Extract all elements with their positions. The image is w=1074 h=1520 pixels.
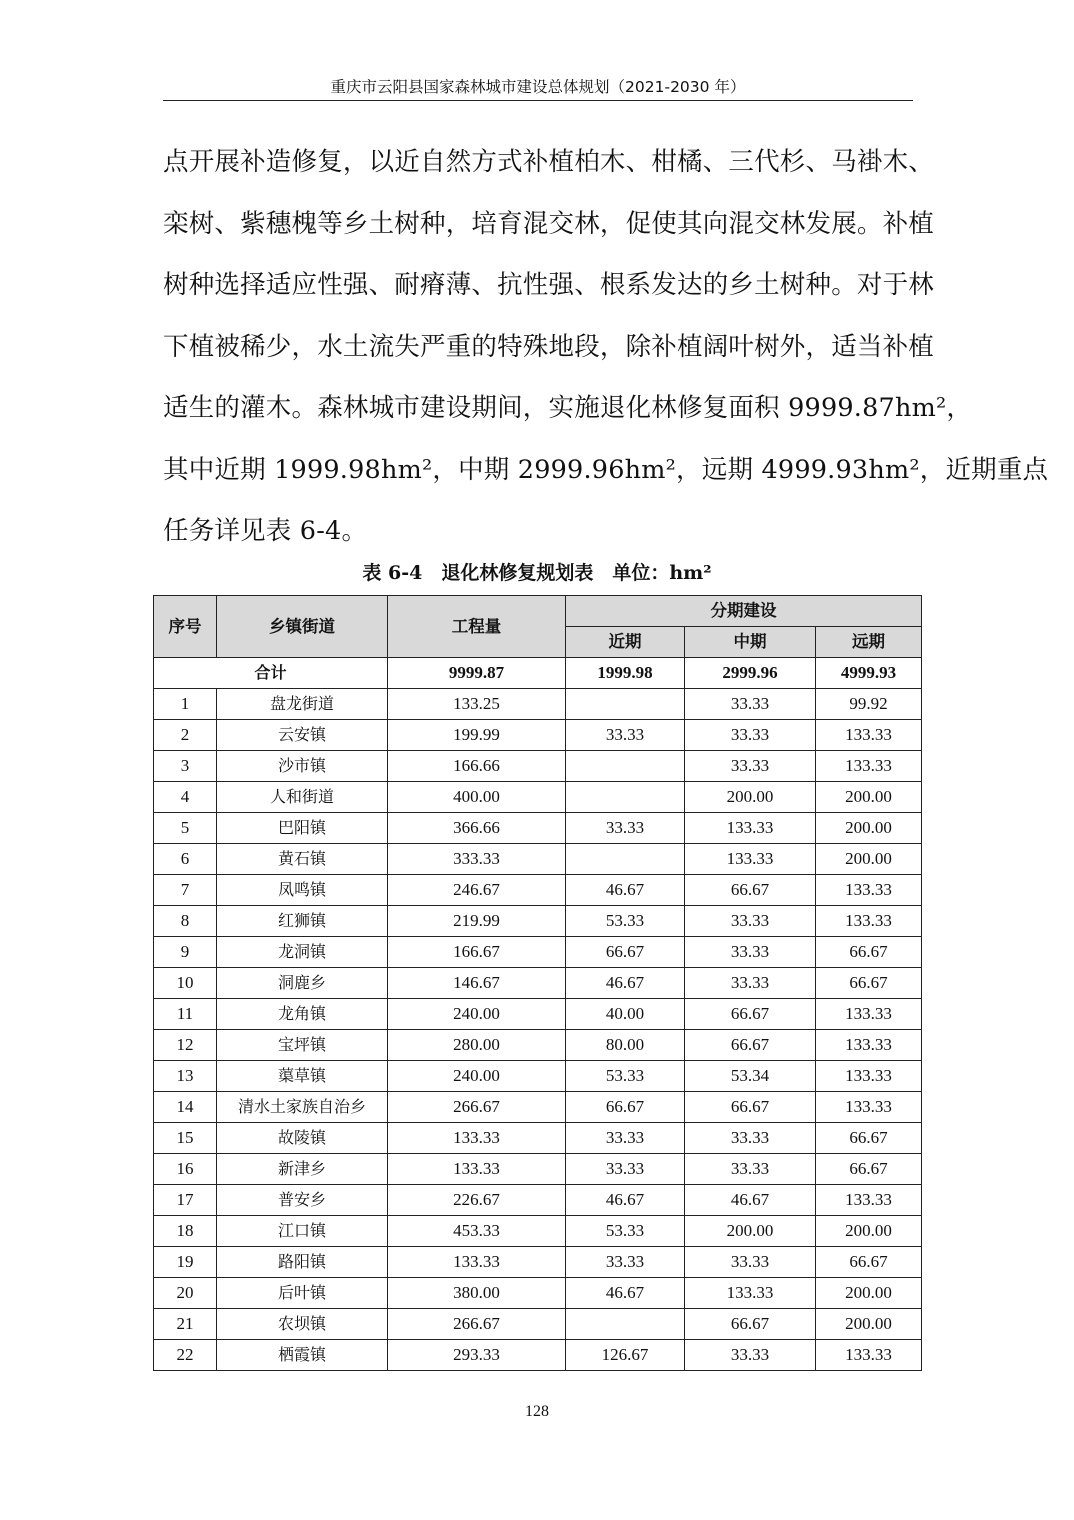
cell-index: 13 — [154, 1061, 217, 1092]
header-far: 远期 — [816, 627, 922, 658]
cell-near: 46.67 — [566, 968, 685, 999]
cell-total: 219.99 — [388, 906, 566, 937]
cell-mid: 66.67 — [685, 1092, 816, 1123]
body-line: 下植被稀少，水土流失严重的特殊地段，除补植阔叶树外，适当补植 — [163, 331, 935, 362]
cell-total: 166.66 — [388, 751, 566, 782]
cell-far: 133.33 — [816, 1092, 922, 1123]
cell-far: 66.67 — [816, 968, 922, 999]
table-row — [154, 906, 922, 937]
cell-index: 7 — [154, 875, 217, 906]
cell-near: 33.33 — [566, 1154, 685, 1185]
table-row — [154, 1278, 922, 1309]
cell-town: 巴阳镇 — [217, 813, 388, 844]
cell-mid: 53.34 — [685, 1061, 816, 1092]
cell-far: 200.00 — [816, 782, 922, 813]
cell-near: 126.67 — [566, 1340, 685, 1371]
cell-total: 146.67 — [388, 968, 566, 999]
cell-mid: 33.33 — [685, 1247, 816, 1278]
total-label: 合计 — [154, 658, 388, 689]
table-row — [154, 1247, 922, 1278]
table-row — [154, 1309, 922, 1340]
cell-near: 80.00 — [566, 1030, 685, 1061]
cell-index: 11 — [154, 999, 217, 1030]
cell-far: 200.00 — [816, 813, 922, 844]
body-line: 栾树、紫穗槐等乡土树种，培育混交林，促使其向混交林发展。补植 — [163, 208, 935, 239]
cell-far: 133.33 — [816, 1185, 922, 1216]
cell-far: 66.67 — [816, 1123, 922, 1154]
cell-mid: 200.00 — [685, 1216, 816, 1247]
cell-index: 19 — [154, 1247, 217, 1278]
cell-total: 133.25 — [388, 689, 566, 720]
cell-far: 133.33 — [816, 999, 922, 1030]
cell-total: 166.67 — [388, 937, 566, 968]
header-phased: 分期建设 — [566, 596, 922, 627]
body-line: 点开展补造修复，以近自然方式补植柏木、柑橘、三代杉、马褂木、 — [163, 147, 935, 177]
cell-town: 新津乡 — [217, 1154, 388, 1185]
table-row — [154, 1092, 922, 1123]
cell-near: 33.33 — [566, 1247, 685, 1278]
cell-near: 46.67 — [566, 875, 685, 906]
cell-total: 240.00 — [388, 999, 566, 1030]
table-row — [154, 689, 922, 720]
cell-total: 133.33 — [388, 1247, 566, 1278]
cell-town: 宝坪镇 — [217, 1030, 388, 1061]
cell-far: 200.00 — [816, 844, 922, 875]
cell-near: 66.67 — [566, 937, 685, 968]
total-row — [154, 658, 922, 689]
cell-total: 280.00 — [388, 1030, 566, 1061]
cell-mid: 33.33 — [685, 751, 816, 782]
table-row — [154, 844, 922, 875]
table-row — [154, 1061, 922, 1092]
cell-town: 盘龙街道 — [217, 689, 388, 720]
table-caption: 表 6-4 退化林修复规划表 单位：hm² — [362, 562, 712, 584]
running-header: 重庆市云阳县国家森林城市建设总体规划（2021-2030 年） — [163, 76, 913, 101]
cell-total: 380.00 — [388, 1278, 566, 1309]
cell-town: 凤鸣镇 — [217, 875, 388, 906]
cell-far: 66.67 — [816, 937, 922, 968]
cell-total: 246.67 — [388, 875, 566, 906]
total-near: 1999.98 — [566, 658, 685, 689]
cell-far: 133.33 — [816, 751, 922, 782]
cell-total: 453.33 — [388, 1216, 566, 1247]
cell-far: 200.00 — [816, 1278, 922, 1309]
cell-mid: 33.33 — [685, 720, 816, 751]
table-row — [154, 875, 922, 906]
cell-town: 龙洞镇 — [217, 937, 388, 968]
cell-town: 农坝镇 — [217, 1309, 388, 1340]
cell-town: 故陵镇 — [217, 1123, 388, 1154]
cell-far: 133.33 — [816, 1030, 922, 1061]
header-near: 近期 — [566, 627, 685, 658]
cell-mid: 33.33 — [685, 1123, 816, 1154]
total-total: 9999.87 — [388, 658, 566, 689]
cell-index: 16 — [154, 1154, 217, 1185]
cell-index: 6 — [154, 844, 217, 875]
cell-total: 240.00 — [388, 1061, 566, 1092]
cell-far: 133.33 — [816, 906, 922, 937]
cell-total: 133.33 — [388, 1123, 566, 1154]
header-mid: 中期 — [685, 627, 816, 658]
cell-mid: 133.33 — [685, 1278, 816, 1309]
cell-mid: 33.33 — [685, 1340, 816, 1371]
cell-mid: 33.33 — [685, 1154, 816, 1185]
cell-near — [566, 1309, 685, 1340]
cell-index: 3 — [154, 751, 217, 782]
cell-near: 53.33 — [566, 1061, 685, 1092]
cell-town: 沙市镇 — [217, 751, 388, 782]
cell-near: 33.33 — [566, 720, 685, 751]
table-row — [154, 1030, 922, 1061]
cell-near: 33.33 — [566, 813, 685, 844]
cell-mid: 33.33 — [685, 689, 816, 720]
cell-far: 133.33 — [816, 1340, 922, 1371]
cell-index: 12 — [154, 1030, 217, 1061]
cell-near: 33.33 — [566, 1123, 685, 1154]
cell-index: 20 — [154, 1278, 217, 1309]
cell-far: 200.00 — [816, 1216, 922, 1247]
cell-mid: 200.00 — [685, 782, 816, 813]
cell-town: 黄石镇 — [217, 844, 388, 875]
cell-index: 4 — [154, 782, 217, 813]
cell-total: 199.99 — [388, 720, 566, 751]
body-line: 适生的灌木。森林城市建设期间，实施退化林修复面积 9999.87hm²， — [163, 393, 973, 423]
table-row — [154, 782, 922, 813]
cell-near: 53.33 — [566, 906, 685, 937]
table-row — [154, 813, 922, 844]
table-row — [154, 937, 922, 968]
cell-far: 66.67 — [816, 1247, 922, 1278]
body-line: 其中近期 1999.98hm²，中期 2999.96hm²，远期 4999.93hm²，近期重点 — [163, 454, 1049, 485]
cell-town: 后叶镇 — [217, 1278, 388, 1309]
table-row — [154, 1216, 922, 1247]
header-index: 序号 — [154, 596, 217, 658]
table-row — [154, 1154, 922, 1185]
cell-near: 40.00 — [566, 999, 685, 1030]
cell-town: 云安镇 — [217, 720, 388, 751]
cell-mid: 66.67 — [685, 1309, 816, 1340]
table-row — [154, 1185, 922, 1216]
cell-town: 洞鹿乡 — [217, 968, 388, 999]
cell-near — [566, 689, 685, 720]
cell-index: 18 — [154, 1216, 217, 1247]
header-total: 工程量 — [388, 596, 566, 658]
restoration-plan-table — [153, 595, 922, 1371]
cell-index: 17 — [154, 1185, 217, 1216]
cell-mid: 133.33 — [685, 813, 816, 844]
cell-near — [566, 782, 685, 813]
cell-index: 14 — [154, 1092, 217, 1123]
table-row — [154, 968, 922, 999]
body-line: 树种选择适应性强、耐瘠薄、抗性强、根系发达的乡土树种。对于林 — [163, 270, 935, 300]
cell-mid: 66.67 — [685, 875, 816, 906]
cell-far: 200.00 — [816, 1309, 922, 1340]
cell-far: 99.92 — [816, 689, 922, 720]
cell-index: 21 — [154, 1309, 217, 1340]
cell-near: 46.67 — [566, 1278, 685, 1309]
cell-mid: 66.67 — [685, 1030, 816, 1061]
cell-total: 133.33 — [388, 1154, 566, 1185]
cell-town: 人和街道 — [217, 782, 388, 813]
cell-index: 8 — [154, 906, 217, 937]
cell-town: 龙角镇 — [217, 999, 388, 1030]
cell-town: 清水土家族自治乡 — [217, 1092, 388, 1123]
cell-town: 路阳镇 — [217, 1247, 388, 1278]
cell-mid: 33.33 — [685, 937, 816, 968]
cell-index: 9 — [154, 937, 217, 968]
cell-total: 266.67 — [388, 1092, 566, 1123]
cell-near: 66.67 — [566, 1092, 685, 1123]
total-far: 4999.93 — [816, 658, 922, 689]
cell-near: 53.33 — [566, 1216, 685, 1247]
cell-town: 栖霞镇 — [217, 1340, 388, 1371]
table-row — [154, 720, 922, 751]
cell-town: 江口镇 — [217, 1216, 388, 1247]
cell-mid: 46.67 — [685, 1185, 816, 1216]
cell-mid: 33.33 — [685, 906, 816, 937]
cell-index: 1 — [154, 689, 217, 720]
cell-index: 22 — [154, 1340, 217, 1371]
page-number: 128 — [525, 1403, 549, 1420]
body-line: 任务详见表 6-4。 — [163, 516, 368, 546]
header-town: 乡镇街道 — [217, 596, 388, 658]
cell-near — [566, 844, 685, 875]
cell-index: 15 — [154, 1123, 217, 1154]
total-mid: 2999.96 — [685, 658, 816, 689]
body-paragraph — [163, 132, 1049, 563]
cell-total: 333.33 — [388, 844, 566, 875]
cell-far: 133.33 — [816, 875, 922, 906]
table-row — [154, 751, 922, 782]
cell-town: 蕖草镇 — [217, 1061, 388, 1092]
cell-index: 10 — [154, 968, 217, 999]
cell-total: 400.00 — [388, 782, 566, 813]
cell-total: 226.67 — [388, 1185, 566, 1216]
cell-near: 46.67 — [566, 1185, 685, 1216]
cell-far: 133.33 — [816, 720, 922, 751]
cell-mid: 133.33 — [685, 844, 816, 875]
cell-mid: 66.67 — [685, 999, 816, 1030]
table-row — [154, 1123, 922, 1154]
table-row — [154, 999, 922, 1030]
cell-far: 66.67 — [816, 1154, 922, 1185]
cell-total: 266.67 — [388, 1309, 566, 1340]
cell-town: 红狮镇 — [217, 906, 388, 937]
cell-index: 2 — [154, 720, 217, 751]
cell-town: 普安乡 — [217, 1185, 388, 1216]
table-row — [154, 1340, 922, 1371]
cell-total: 366.66 — [388, 813, 566, 844]
cell-total: 293.33 — [388, 1340, 566, 1371]
cell-mid: 33.33 — [685, 968, 816, 999]
cell-index: 5 — [154, 813, 217, 844]
cell-far: 133.33 — [816, 1061, 922, 1092]
cell-near — [566, 751, 685, 782]
